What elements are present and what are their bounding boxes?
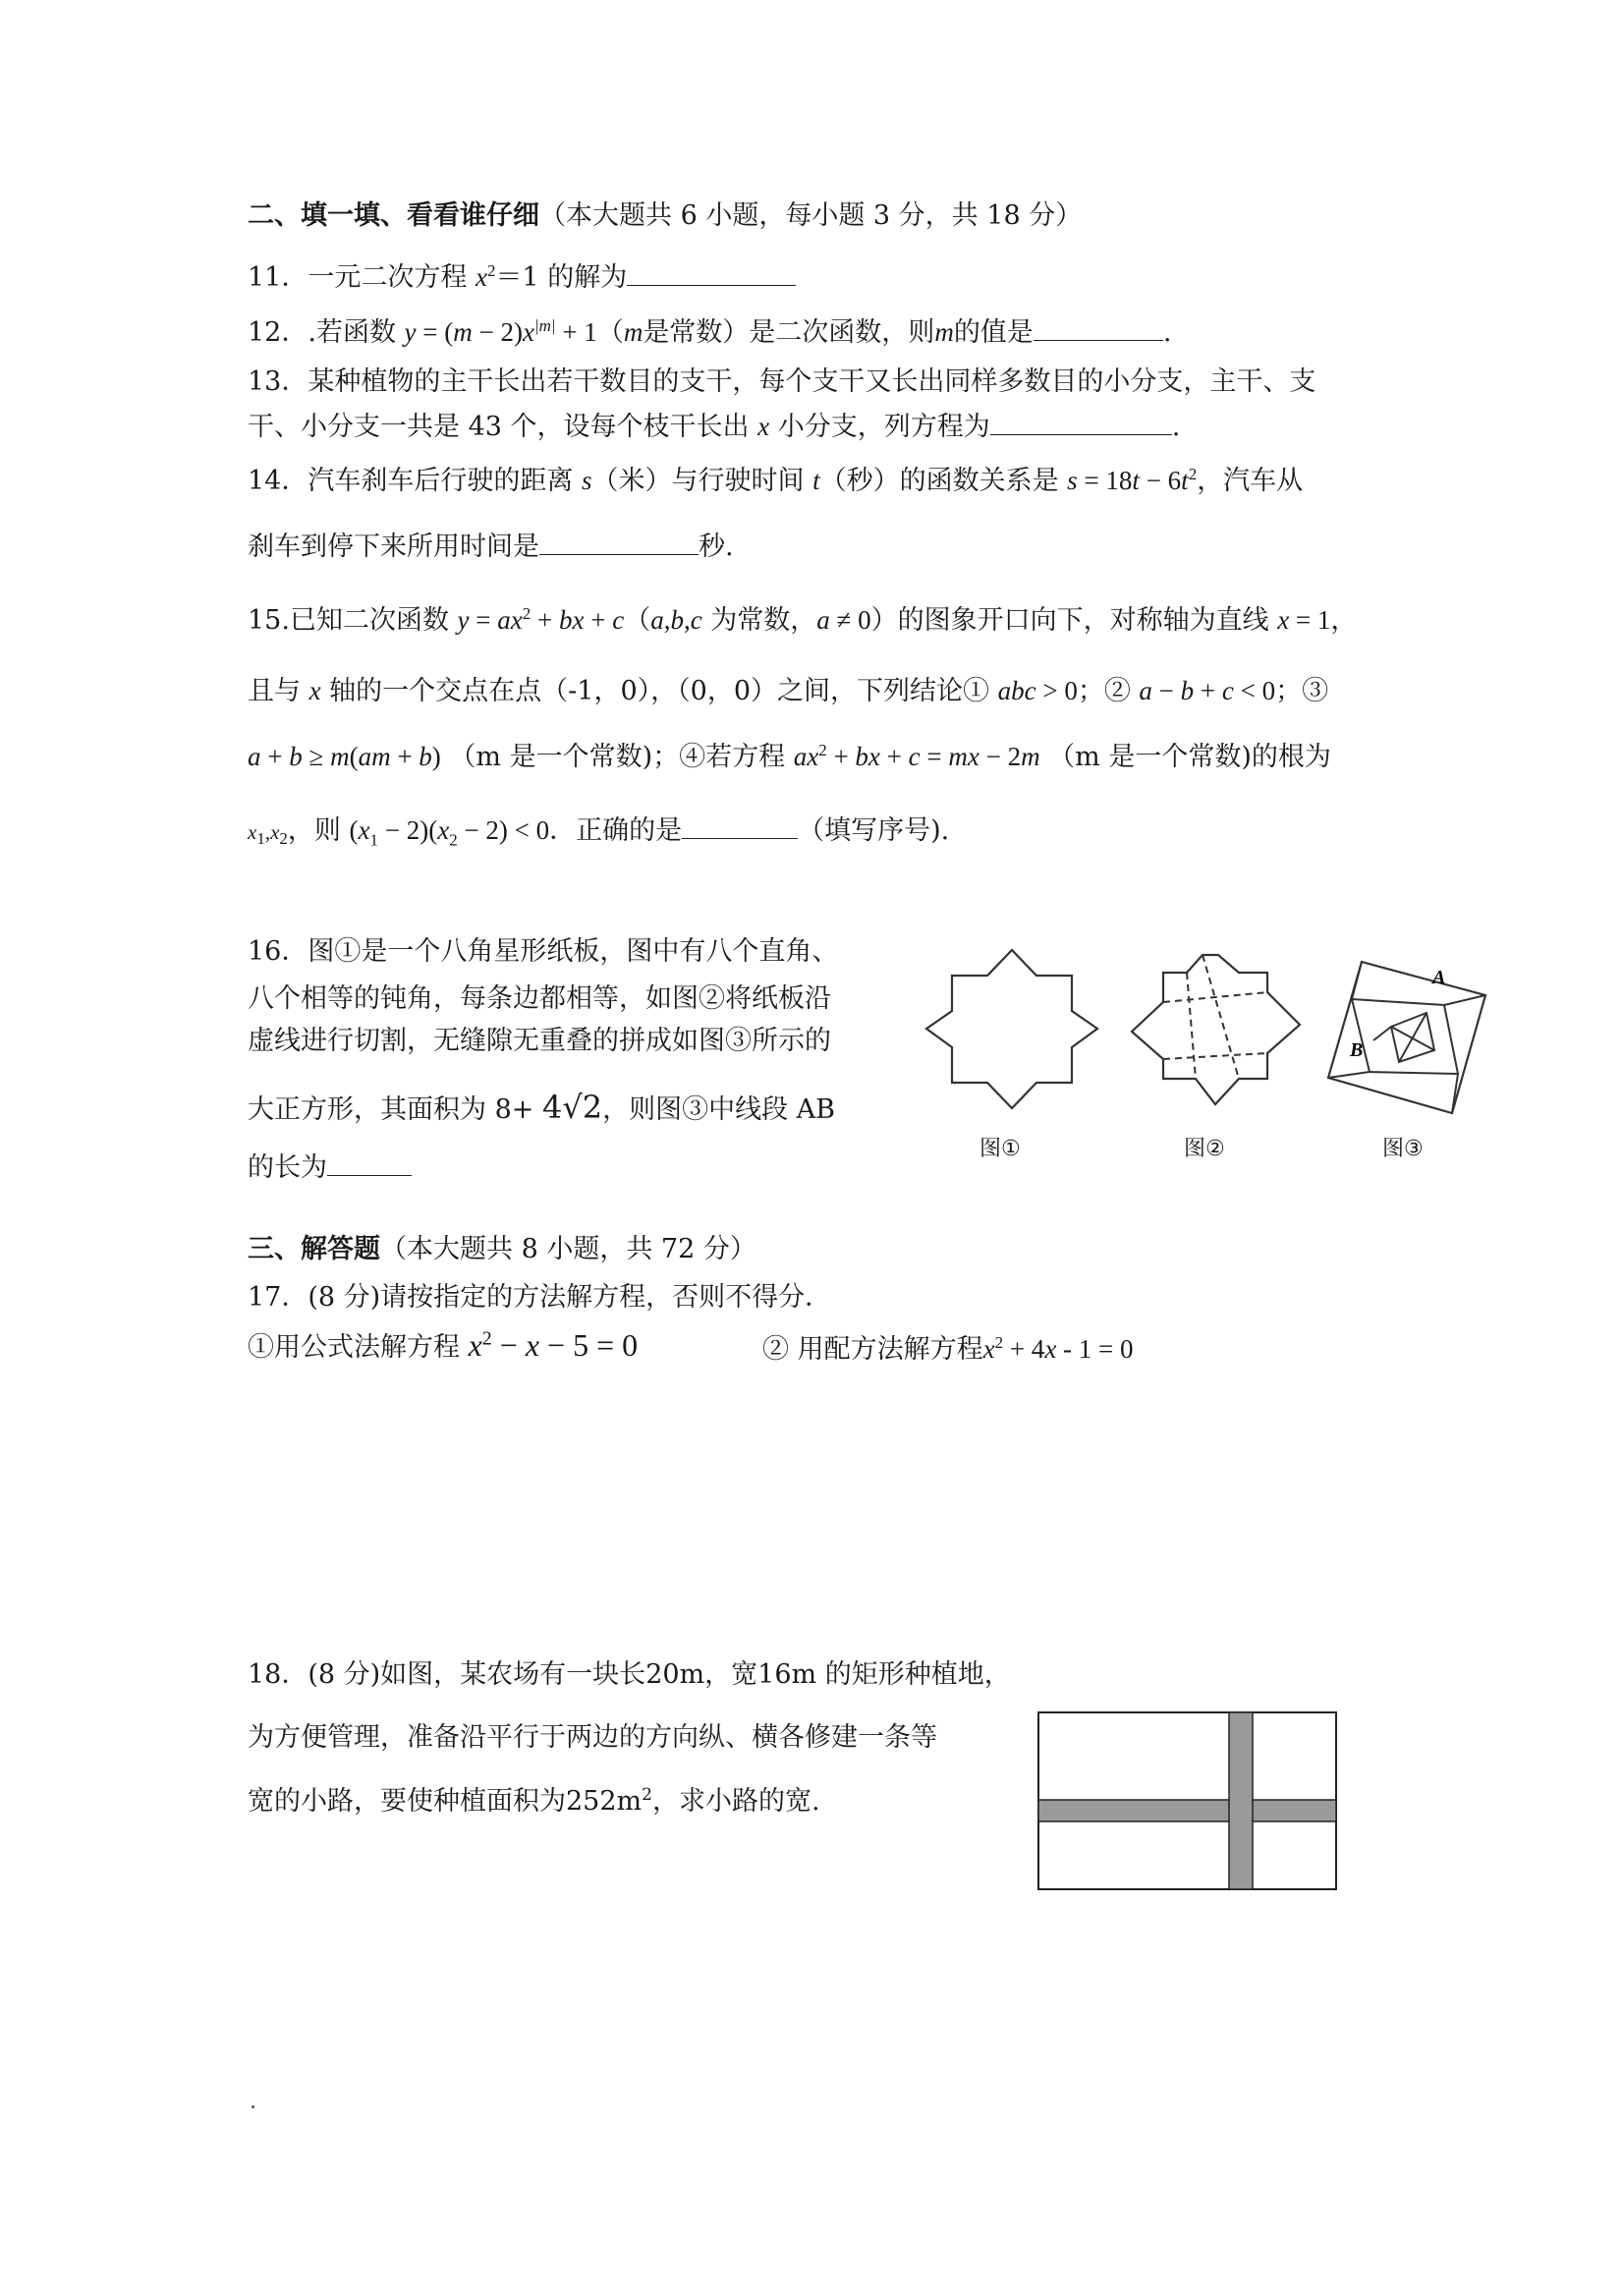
q15-text-a: 15.已知二次函数 <box>248 605 449 636</box>
q16-line2: 八个相等的钝角，每条边都相等，如图②将纸板沿 <box>248 983 831 1014</box>
outer-square <box>1328 962 1485 1113</box>
q14-text-e: 刹车到停下来所用时间是 <box>248 532 539 562</box>
q15-text-f: ；② <box>1077 676 1131 706</box>
q12-text-d: 的值是 <box>953 317 1034 348</box>
q15-condition: a ≠ 0 <box>816 605 871 635</box>
q18-text-c: 的矩形种植地， <box>824 1659 1011 1690</box>
q16-text-c: 的长为 <box>248 1152 327 1183</box>
figure-3-label: 图③ <box>1382 1137 1424 1161</box>
q12-number: 12． <box>248 317 308 348</box>
q15-var-x: x <box>308 676 321 705</box>
question-11 <box>248 259 796 295</box>
q18-text-e: ，求小路的宽. <box>651 1786 820 1817</box>
q15-text-h: （m 是一个常数)；④若方程 <box>449 742 786 772</box>
q13-var-x: x <box>757 412 770 441</box>
q15-text-l: （填写序号). <box>798 815 950 846</box>
section2-header <box>248 199 1082 233</box>
q15-text-g: ；③ <box>1275 676 1329 706</box>
q15-line4 <box>248 812 949 849</box>
q18-line3 <box>248 1785 820 1819</box>
q18-text-a: 18．(8 分)如图，某农场有一块长 <box>248 1659 646 1690</box>
q13-line1: 13．某种植物的主干长出若干数目的支干，每个支干又长出同样多数目的小分支，主干、支 <box>248 366 1316 397</box>
q13-answer-blank[interactable] <box>990 409 1172 435</box>
q12-text-a: .若函数 <box>308 317 396 348</box>
q17-equation-2: $x^2 + 4x - 1 = 0$ <box>982 1333 1134 1364</box>
q18-width: 16m <box>757 1659 817 1690</box>
q15-line3 <box>248 740 1331 774</box>
q14-var-s: s <box>581 466 592 495</box>
figure-2-label: 图② <box>1184 1137 1225 1161</box>
q14-line2 <box>248 529 734 564</box>
q16-radical: 4√2 <box>541 1089 603 1126</box>
question-12 <box>248 314 1171 350</box>
cut-star-outline <box>1132 955 1300 1104</box>
q15-line1: 15.已知二次函数 $y = ax^2$ + bx + c（a,b,c 为常数，a ≠ 0）的图象开口向下，对称轴为直线 x = 1， <box>248 604 1358 636</box>
q15-roots: $x_1,x_2$ <box>248 820 288 849</box>
q15-conclusion-1: abc > 0 <box>997 676 1078 705</box>
cut-line-4 <box>1187 973 1196 1079</box>
q15-conclusion-2: a − b + c < 0 <box>1139 676 1276 705</box>
q14-text-b: （米）与行驶时间 <box>591 466 805 496</box>
q15-answer-blank[interactable] <box>682 812 798 839</box>
q12-text-b: （ <box>596 317 624 348</box>
q17-part1 <box>248 1328 638 1365</box>
q15-text-c: ）的图象开口向下，对称轴为直线 <box>870 605 1269 636</box>
q14-answer-blank[interactable] <box>539 529 699 555</box>
q16-line3: 虚线进行切割，无缝隙无重叠的拼成如图③所示的 <box>248 1026 831 1056</box>
q18-area: $252m^2$ <box>566 1785 652 1817</box>
q14-text-c: （秒）的函数关系是 <box>819 466 1059 496</box>
section3-title: 三、解答题 <box>248 1234 380 1264</box>
q14-function: $s = 18t - 6t^2$ <box>1067 465 1198 495</box>
q17-line: 17．(8 分)请按指定的方法解方程，否则不得分． <box>248 1282 832 1313</box>
figure-1-octagram <box>923 948 1100 1110</box>
q12-var-m2: m <box>934 317 954 347</box>
figure-3-square <box>1322 958 1491 1115</box>
q15-text-k: ．正确的是 <box>549 815 683 846</box>
q15-text-j: ，则 <box>287 815 341 846</box>
q15-constants: a,b,c <box>650 605 702 635</box>
q11-number: 11． <box>248 262 308 293</box>
point-a-label: A <box>1432 967 1446 988</box>
q16-answer-blank[interactable] <box>327 1149 412 1176</box>
q11-answer-blank[interactable] <box>627 259 796 286</box>
q11-text-b: ＝1 的解为 <box>495 262 628 293</box>
q15-text-i: （m 是一个常数)的根为 <box>1048 742 1331 772</box>
q11-text-a: 一元二次方程 <box>308 262 468 293</box>
q14-text-d: ，汽车从 <box>1197 466 1304 496</box>
q17-part2 <box>762 1332 1134 1367</box>
q15-roots-condition: $(x_1 - 2)(x_2 - 2) < 0$ <box>349 815 550 850</box>
q16-line5 <box>248 1149 412 1185</box>
q16-text-a: 大正方形，其面积为 8+ <box>248 1094 534 1125</box>
q15-line2 <box>248 674 1328 708</box>
cut-line-3 <box>1203 955 1239 1079</box>
q14-text-f: 秒. <box>699 532 734 562</box>
q15-text-d: 且与 <box>248 676 301 706</box>
section3-note: （本大题共 8 小题，共 72 分） <box>380 1234 756 1264</box>
q16-line1: 16．图①是一个八角星形纸板，图中有八个直角、 <box>248 936 839 967</box>
q13-end: . <box>1171 412 1181 442</box>
q12-end: . <box>1162 317 1172 348</box>
figure-2-cut-star <box>1128 951 1303 1108</box>
q17-part2-text: 用配方法解方程 <box>797 1334 983 1365</box>
q13-text-b: 小分支，列方程为 <box>777 412 990 442</box>
q18-line2: 为方便管理，准备沿平行于两边的方向纵、横各修建一条等 <box>248 1722 937 1753</box>
q18-text-d: 宽的小路，要使种植面积为 <box>248 1786 566 1817</box>
q16-text-b: ，则图③中线段 AB <box>602 1094 836 1125</box>
q18-field-diagram <box>1036 1710 1341 1893</box>
q14-var-t: t <box>812 466 820 495</box>
q13-text-a: 干、小分支一共是 43 个，设每个枝干长出 <box>248 412 750 442</box>
vertical-road <box>1229 1712 1253 1889</box>
octagram-shape <box>926 950 1097 1108</box>
page-dot <box>252 2105 254 2108</box>
q17-part1-text: ①用公式法解方程 <box>248 1332 460 1363</box>
inner-quad <box>1352 999 1458 1074</box>
q15-function: $y = ax^2$ + bx + c <box>457 604 625 635</box>
section3-header <box>248 1233 756 1266</box>
section2-note: （本大题共 6 小题，每小题 3 分，共 18 分） <box>539 200 1083 231</box>
q12-text-c: 是常数）是二次函数，则 <box>643 317 935 348</box>
section2-title: 二、填一填、看看谁仔细 <box>248 200 539 231</box>
q18-text-b: ，宽 <box>704 1659 758 1690</box>
point-b-label: B <box>1350 1039 1364 1061</box>
q18-line1 <box>248 1658 1011 1692</box>
q15-equation: $ax^2$ + bx + c = mx − 2m <box>793 741 1040 771</box>
q16-line4 <box>248 1091 835 1127</box>
figure-1-label: 图① <box>979 1137 1021 1161</box>
q14-line1 <box>248 464 1303 498</box>
q11-equation: $x^2$ <box>475 261 496 292</box>
q15-conclusion-3: a + b ≥ m(am + b) <box>248 742 441 771</box>
q18-length: 20m <box>645 1659 705 1690</box>
q14-text-a: 14．汽车刹车后行驶的距离 <box>248 466 574 496</box>
q15-text-e: 轴的一个交点在点（-1，0），（0，0）之间，下列结论① <box>329 676 990 706</box>
q12-answer-blank[interactable] <box>1034 314 1163 341</box>
horizontal-road <box>1038 1800 1336 1821</box>
q17-part2-num: ② <box>762 1334 789 1365</box>
q13-line2 <box>248 409 1180 444</box>
q15-axis: x = 1 <box>1277 605 1331 635</box>
q15-text-b: 为常数， <box>710 605 817 636</box>
q17-equation-1: $x^2 - x - 5 = 0$ <box>468 1327 639 1363</box>
q12-var-m: m <box>623 317 644 347</box>
q12-function: $y = (m - 2)x^{|m|} + 1$ <box>404 316 597 347</box>
cut-line-2 <box>1163 1053 1267 1059</box>
